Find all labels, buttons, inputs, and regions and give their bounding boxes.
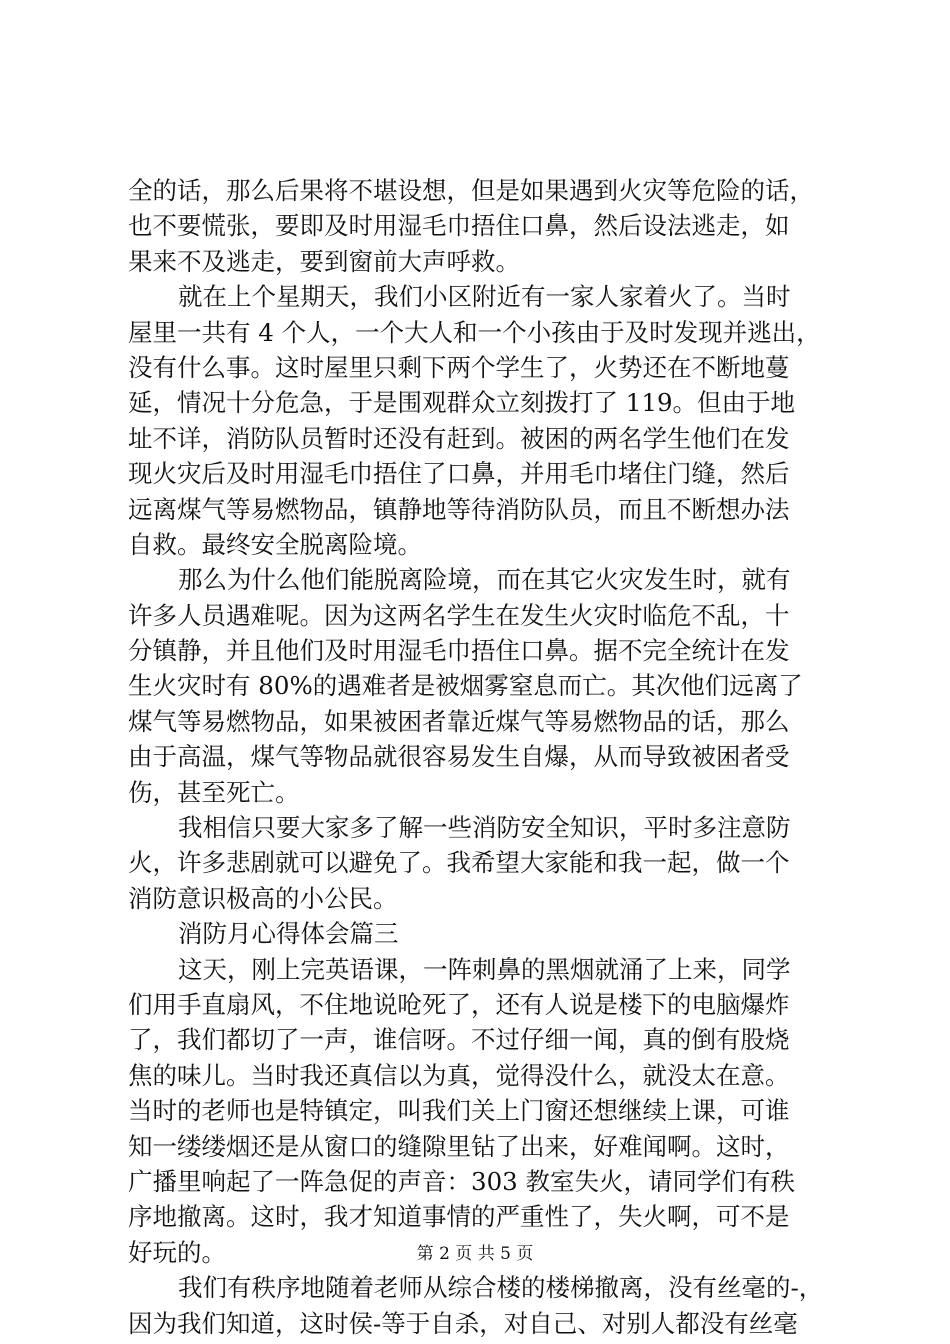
text-line: 许多人员遇难呢。因为这两名学生在发生火灾时临危不乱，十 bbox=[128, 600, 790, 630]
text-line: 知一缕缕烟还是从窗口的缝隙里钻了出来，好难闻啊。这时， bbox=[128, 1131, 790, 1161]
text-line: 当时的老师也是特镇定，叫我们关上门窗还想继续上课，可谁 bbox=[128, 1096, 790, 1126]
text-line: 果来不及逃走，要到窗前大声呼救。 bbox=[128, 246, 520, 276]
text-line: 火，许多悲剧就可以避免了。我希望大家能和我一起，做一个 bbox=[128, 848, 790, 878]
text-line: 广播里响起了一阵急促的声音：303 教室失火，请同学们有秩 bbox=[128, 1166, 796, 1196]
page-number-footer: 第 2 页 共 5 页 bbox=[416, 1244, 534, 1264]
text-line: 我们有秩序地随着老师从综合楼的楼梯撤离，没有丝毫的-， bbox=[178, 1273, 824, 1303]
text-line: 们用手直扇风，不住地说呛死了，还有人说是楼下的电脑爆炸 bbox=[128, 989, 790, 1019]
text-line: 也不要慌张，要即及时用湿毛巾捂住口鼻，然后设法逃走，如 bbox=[128, 211, 790, 241]
text-line: 了，我们都切了一声，谁信呀。不过仔细一闻，真的倒有股烧 bbox=[128, 1025, 790, 1055]
text-line: 就在上个星期天，我们小区附近有一家人家着火了。当时 bbox=[178, 282, 791, 312]
text-line: 这天，刚上完英语课，一阵刺鼻的黑烟就涌了上来，同学 bbox=[178, 954, 791, 984]
text-line: 那么为什么他们能脱离险境，而在其它火灾发生时，就有 bbox=[178, 565, 791, 595]
text-line: 屋里一共有 4 个人，一个大人和一个小孩由于及时发现并逃出， bbox=[128, 317, 821, 347]
text-line: 伤，甚至死亡。 bbox=[128, 777, 300, 807]
text-line: 延，情况十分危急，于是围观群众立刻拨打了 119。但由于地 bbox=[128, 388, 796, 418]
text-line: 好玩的。 bbox=[128, 1237, 226, 1267]
text-line: 消防意识极高的小公民。 bbox=[128, 883, 398, 913]
text-line: 焦的味儿。当时我还真信以为真，觉得没什么，就没太在意。 bbox=[128, 1060, 790, 1090]
text-line: 自救。最终安全脱离险境。 bbox=[128, 529, 422, 559]
text-line: 煤气等易燃物品，如果被困者靠近煤气等易燃物品的话，那么 bbox=[128, 706, 790, 736]
text-line: 全的话，那么后果将不堪设想，但是如果遇到火灾等危险的话， bbox=[128, 176, 814, 205]
text-line: 由于高温，煤气等物品就很容易发生自爆，从而导致被困者受 bbox=[128, 742, 790, 772]
text-line: 分镇静，并且他们及时用湿毛巾捂住口鼻。据不完全统计在发 bbox=[128, 636, 790, 666]
document-body bbox=[128, 173, 828, 1341]
text-line: 生火灾时有 80%的遇难者是被烟雾窒息而亡。其次他们远离了 bbox=[128, 671, 803, 701]
text-line: 址不详，消防队员暂时还没有赶到。被困的两名学生他们在发 bbox=[128, 423, 790, 453]
text-line: 我相信只要大家多了解一些消防安全知识，平时多注意防 bbox=[178, 813, 791, 843]
text-line: 远离煤气等易燃物品，镇静地等待消防队员，而且不断想办法 bbox=[128, 494, 790, 524]
text-line: 没有什么事。这时屋里只剩下两个学生了，火势还在不断地蔓 bbox=[128, 352, 790, 382]
text-line: 因为我们知道，这时侯-等于自杀，对自己、对别人都没有丝毫 bbox=[128, 1308, 798, 1338]
text-line: 序地撤离。这时，我才知道事情的严重性了，失火啊，可不是 bbox=[128, 1202, 790, 1232]
text-line: 现火灾后及时用湿毛巾捂住了口鼻，并用毛巾堵住门缝，然后 bbox=[128, 459, 790, 489]
text-line: 消防月心得体会篇三 bbox=[178, 919, 399, 949]
